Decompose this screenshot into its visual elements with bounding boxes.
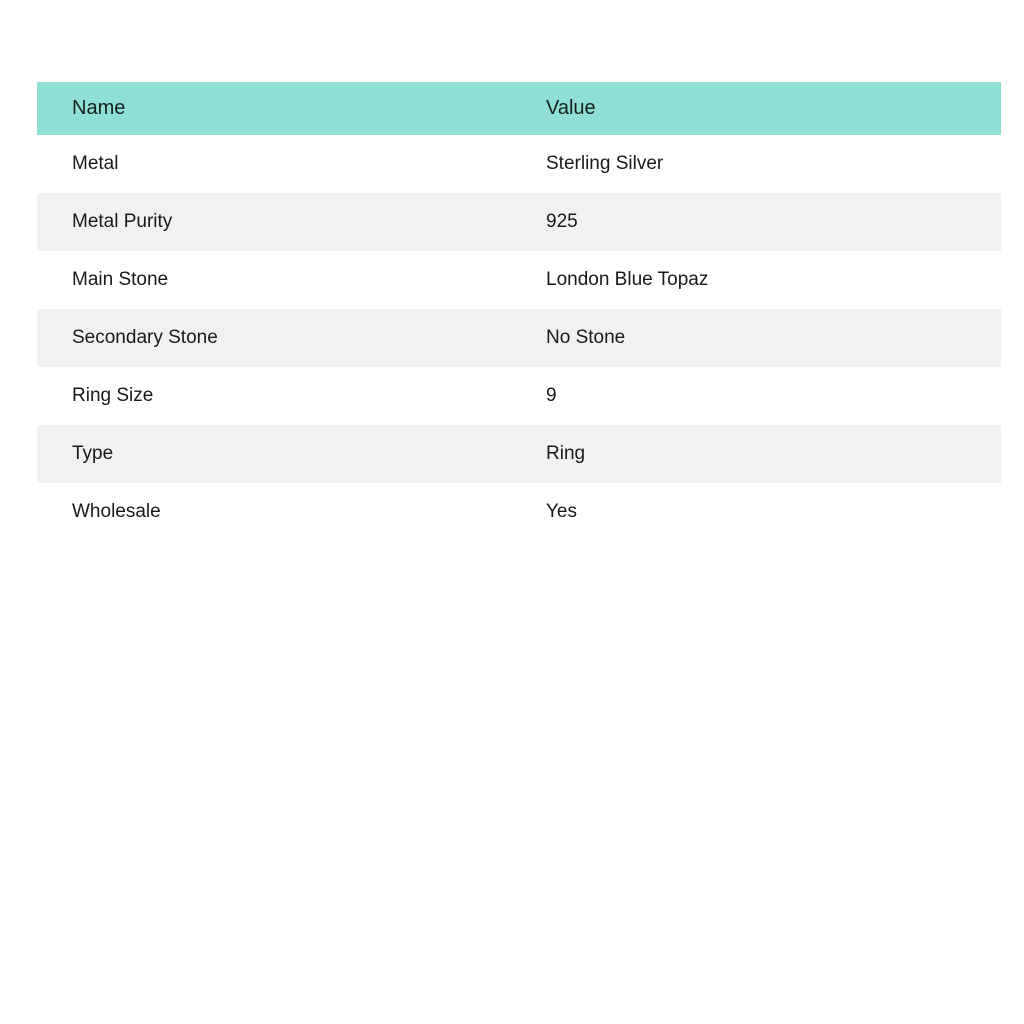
- table-body: [37, 135, 1001, 541]
- spec-value: Ring: [524, 425, 1001, 483]
- spec-name: Metal Purity: [37, 193, 524, 251]
- table-row: [37, 309, 1001, 367]
- spec-value: 9: [524, 367, 1001, 425]
- spec-value: London Blue Topaz: [524, 251, 1001, 309]
- spec-name: Metal: [37, 135, 524, 193]
- spec-value: 925: [524, 193, 1001, 251]
- spec-name: Wholesale: [37, 483, 524, 541]
- table-row: [37, 193, 1001, 251]
- table-row: [37, 367, 1001, 425]
- spec-name: Ring Size: [37, 367, 524, 425]
- table-row: [37, 135, 1001, 193]
- spec-name: Type: [37, 425, 524, 483]
- table-row: [37, 425, 1001, 483]
- table-row: [37, 251, 1001, 309]
- table-header: [37, 82, 1001, 135]
- spec-name: Secondary Stone: [37, 309, 524, 367]
- spec-value: No Stone: [524, 309, 1001, 367]
- column-header-name: Name: [37, 82, 524, 135]
- table-header-row: [37, 82, 1001, 135]
- spec-name: Main Stone: [37, 251, 524, 309]
- table-row: [37, 483, 1001, 541]
- column-header-value: Value: [524, 82, 1001, 135]
- product-specifications-table: [37, 82, 1001, 541]
- spec-value: Yes: [524, 483, 1001, 541]
- spec-value: Sterling Silver: [524, 135, 1001, 193]
